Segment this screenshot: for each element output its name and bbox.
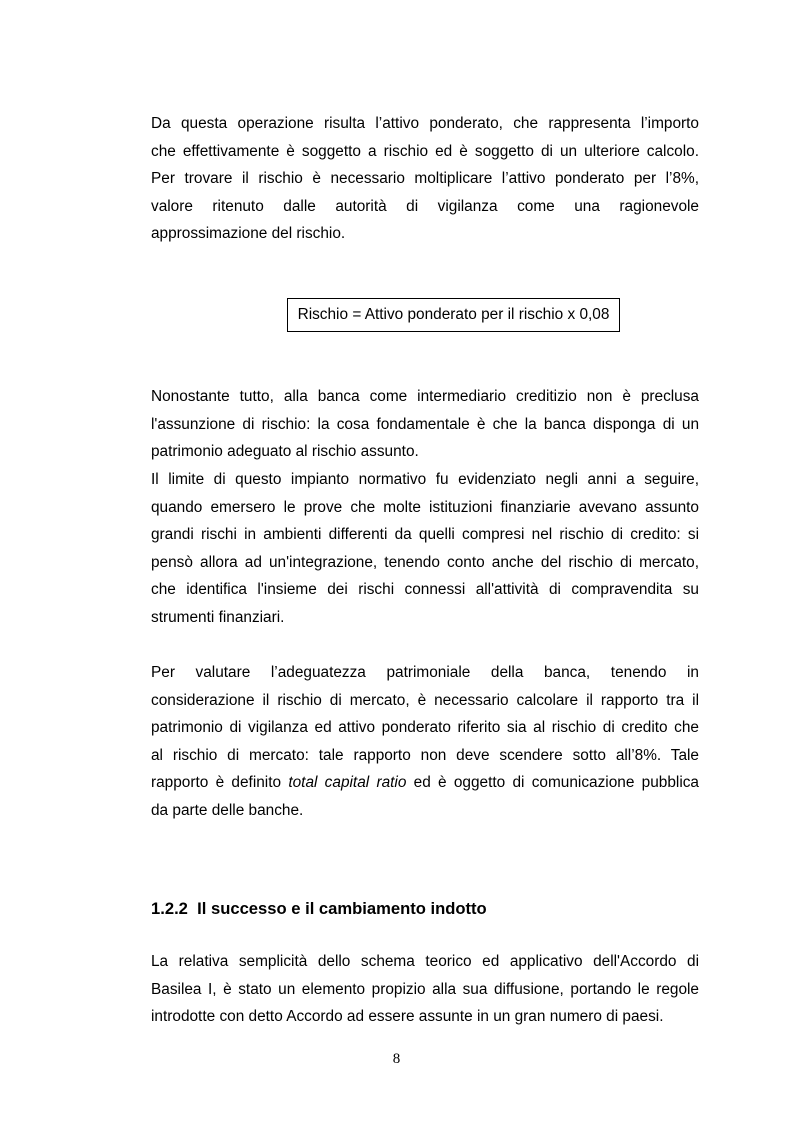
paragraph-attivo-ponderato [151, 110, 699, 248]
section-title: Il successo e il cambiamento indotto [197, 899, 487, 918]
text-line: introdotte con detto Accordo ad essere assunte in un gran numero di paesi. [151, 1008, 664, 1026]
text-line: Per valutare l’adeguatezza patrimoniale della banca, tenendo in [151, 664, 699, 681]
paragraph-limite-impianto [151, 466, 699, 632]
text-segment: ed è oggetto di comunicazione pubblica [406, 774, 699, 792]
text-line: che effettivamente è soggetto a rischio ed è soggetto di un ulteriore calcolo. [151, 142, 699, 160]
text-line: La relativa semplicità dello schema teorico ed applicativo dell'Accordo di [151, 953, 699, 970]
italic-term: total capital ratio [288, 774, 407, 792]
text-line: da parte delle banche. [151, 801, 304, 819]
text-line: patrimonio di vigilanza ed attivo ponderato riferito sia al rischio di credito che [151, 719, 699, 737]
section-number: 1.2.2 [151, 899, 188, 918]
text-line: patrimonio adeguato al rischio assunto. [151, 443, 419, 461]
paragraph-adeguatezza-patrimoniale [151, 659, 699, 825]
text-line: considerazione il rischio di mercato, è necessario calcolare il rapporto tra il [151, 691, 699, 709]
text-line: Per trovare il rischio è necessario moltiplicare l’attivo ponderato per l’8%, [151, 170, 699, 188]
text-line: Da questa operazione risulta l’attivo ponderato, che rappresenta l’importo [151, 115, 699, 132]
paragraph-basilea-diffusione [151, 948, 699, 1031]
paragraph-assunzione-rischio [151, 383, 699, 466]
formula-box [287, 298, 620, 332]
text-line: Nonostante tutto, alla banca come intermediario creditizio non è preclusa [151, 388, 699, 405]
formula-text: Rischio = Attivo ponderato per il rischio x 0,08 [297, 306, 610, 323]
text-line: pensò allora ad un'integrazione, tenendo conto anche del rischio di mercato, [151, 553, 699, 571]
text-line: Basilea I, è stato un elemento propizio alla sua diffusione, portando le regole [151, 980, 699, 998]
text-line: grandi rischi in ambienti differenti da quelli compresi nel rischio di credito: si [151, 526, 699, 544]
text-line: quando emersero le prove che molte istituzioni finanziarie avevano assunto [151, 498, 699, 516]
text-line: al rischio di mercato: tale rapporto non deve scendere sotto all’8%. Tale [151, 746, 699, 764]
page-number: 8 [392, 1051, 401, 1067]
text-line: strumenti finanziari. [151, 608, 285, 626]
text-line: valore ritenuto dalle autorità di vigilanza come una ragionevole [151, 197, 699, 215]
text-line: che identifica l'insieme dei rischi connessi all'attività di compravendita su [151, 581, 699, 599]
text-line: approssimazione del rischio. [151, 225, 346, 243]
section-heading [151, 899, 487, 919]
text-line: Il limite di questo impianto normativo fu evidenziato negli anni a seguire, [151, 471, 699, 488]
text-line: l'assunzione di rischio: la cosa fondamentale è che la banca disponga di un [151, 415, 699, 433]
text-line-with-italic [151, 769, 699, 797]
text-segment: rapporto è definito [151, 774, 289, 792]
